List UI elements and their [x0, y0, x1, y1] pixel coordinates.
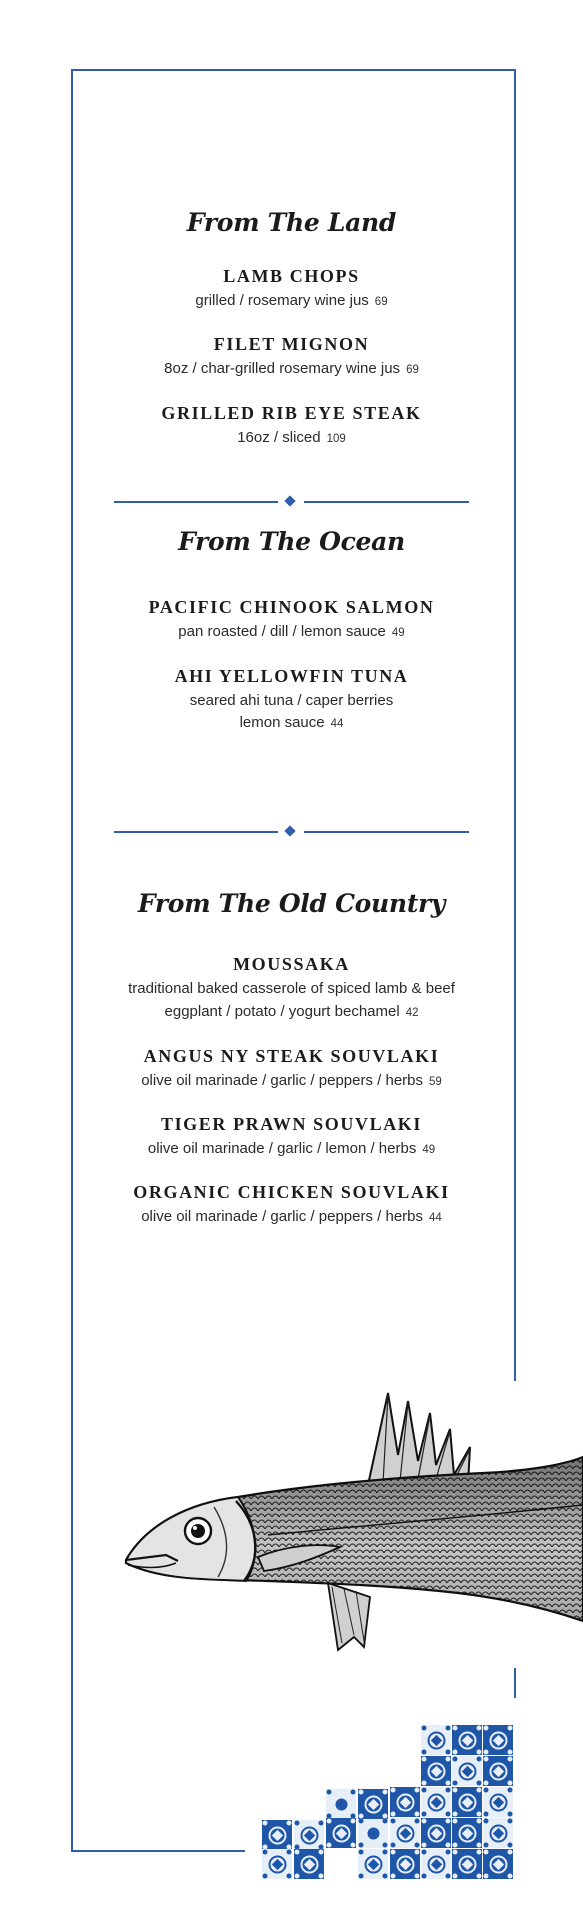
menu-item-desc: olive oil marinade / garlic / peppers / herbs 59 — [141, 1072, 442, 1089]
decorative-tile — [358, 1789, 388, 1819]
menu-item-name: TIGER PRAWN SOUVLAKI — [160, 1114, 423, 1134]
fish-illustration — [118, 1385, 583, 1675]
menu-item-price: 49 — [422, 1144, 436, 1156]
decorative-tile — [452, 1725, 482, 1755]
decorative-tile — [452, 1849, 482, 1879]
menu-item-name: PACIFIC CHINOOK SALMON — [148, 597, 435, 617]
menu-item-desc: eggplant / potato / yogurt bechamel 42 — [164, 1003, 419, 1020]
decorative-tile — [421, 1725, 451, 1755]
menu-item-name: ORGANIC CHICKEN SOUVLAKI — [133, 1182, 450, 1202]
menu-item-desc: 16oz / sliced 109 — [237, 429, 346, 446]
decorative-tile — [294, 1849, 324, 1879]
section-title-ocean: From The Ocean — [178, 527, 405, 556]
menu-item-name: LAMB CHOPS — [223, 266, 360, 286]
decorative-tile — [326, 1789, 356, 1819]
menu-item-price: 44 — [429, 1212, 442, 1224]
menu-item-price: 44 — [330, 718, 344, 730]
section-title-land: From The Land — [186, 208, 397, 237]
frame-top — [71, 69, 515, 71]
menu-item-name: GRILLED RIB EYE STEAK — [161, 403, 422, 423]
decorative-tile — [262, 1849, 292, 1879]
diamond-icon — [284, 825, 295, 836]
decorative-tile — [421, 1849, 451, 1879]
decorative-tile — [483, 1818, 513, 1848]
section-divider — [114, 826, 469, 838]
section-title-old-country: From The Old Country — [137, 889, 446, 918]
menu-item-name: ANGUS NY STEAK SOUVLAKI — [143, 1046, 440, 1066]
decorative-tile — [390, 1849, 420, 1879]
decorative-tile — [358, 1818, 388, 1848]
frame-bottom — [71, 1850, 245, 1852]
decorative-tile — [483, 1756, 513, 1786]
menu-item-desc: traditional baked casserole of spiced lamb & beef — [128, 980, 455, 997]
menu-item-name: AHI YELLOWFIN TUNA — [174, 666, 409, 686]
menu-item-price: 59 — [429, 1076, 442, 1088]
menu-item-desc: lemon sauce 44 — [239, 714, 344, 731]
menu-item-price: 69 — [406, 364, 419, 376]
menu-item-price: 109 — [326, 433, 346, 445]
menu-item-desc: pan roasted / dill / lemon sauce 49 — [178, 623, 405, 640]
decorative-tile — [262, 1820, 292, 1850]
decorative-tile — [326, 1818, 356, 1848]
menu-item-desc: grilled / rosemary wine jus 69 — [195, 292, 388, 309]
decorative-tile — [294, 1820, 324, 1850]
decorative-tile — [483, 1849, 513, 1879]
diamond-icon — [284, 495, 295, 506]
decorative-tile — [452, 1787, 482, 1817]
menu-item-desc: olive oil marinade / garlic / peppers / herbs 44 — [141, 1208, 442, 1225]
decorative-tile — [452, 1756, 482, 1786]
decorative-tile — [421, 1818, 451, 1848]
decorative-tile — [390, 1787, 420, 1817]
menu-item-price: 69 — [374, 296, 388, 308]
decorative-tile — [452, 1818, 482, 1848]
decorative-tile — [390, 1818, 420, 1848]
decorative-tile — [421, 1787, 451, 1817]
decorative-tile — [358, 1849, 388, 1879]
section-divider — [114, 496, 469, 508]
menu-item-desc: 8oz / char-grilled rosemary wine jus 69 — [164, 360, 419, 377]
menu-item-price: 42 — [405, 1007, 419, 1019]
decorative-tile — [421, 1756, 451, 1786]
decorative-tile — [483, 1725, 513, 1755]
menu-item-name: FILET MIGNON — [213, 334, 370, 354]
menu-item-price: 49 — [391, 627, 405, 639]
menu-item-desc: seared ahi tuna / caper berries — [189, 692, 394, 709]
menu-item-name: MOUSSAKA — [233, 954, 350, 974]
menu-item-desc: olive oil marinade / garlic / lemon / herbs 49 — [147, 1140, 436, 1157]
decorative-tile — [483, 1787, 513, 1817]
